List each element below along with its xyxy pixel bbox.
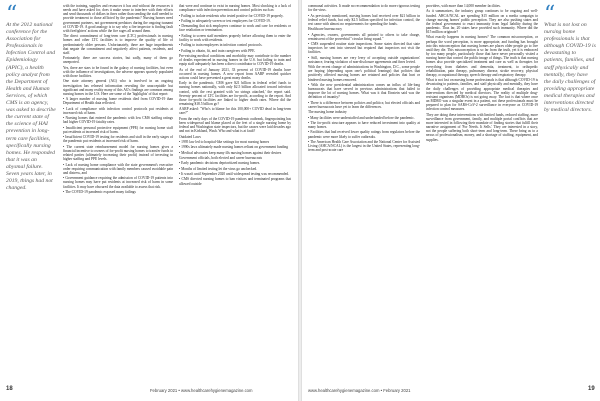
right-column-1 <box>308 4 420 382</box>
paragraph: With the recent change of administrations in Washington, D.C., some people are hoping (depending upon one's political leanings) that policies that positively affected nursing homes are retained and policies that hurt or hindered nursing homes removed. <box>308 65 420 82</box>
paragraph: • Insufficient personal protective equipment (PPE) for nursing home staff put residents at increased risk of harm. <box>63 125 173 134</box>
paragraph: • Failing to adequately screen or test employees for COVID-19. <box>179 18 271 23</box>
paragraph: • Failing to train employees in infection control protocols. <box>179 43 263 48</box>
paragraph: • Government guidance requiring the admission of COVID-19 patients into nursing homes may have put residents at increased risk of harm in some facilities. It may have obscured the data available to assess that risk. <box>63 176 173 189</box>
paragraph: One state attorney general (AG) who is involved in an ongoing investigation has released information revealing the unacceptable but significant and many reality many of this AG's findings are common among nursing homes in the U.S. Here are some of the 'highlights' of that report: <box>63 79 173 96</box>
paragraph: • Agencies, owners, governments all pointed to others to take charge, reminiscent of the proverbial "circular firing squad." <box>308 32 420 41</box>
paragraph: • 1995 law led to hospital-like settings for most nursing homes <box>179 139 270 144</box>
right-pull-quote-text: What is not lost on nursing home professionals is that although COVID-19 is devastating to patients, families, and staff physically and mentally, they have the daily challenges of providing appropriate medical therapies and interventions directed by medical directors. <box>544 22 596 114</box>
paragraph: • A larger number of nursing home residents died from COVID-19 than Department of Health data reflected. <box>63 97 173 106</box>
quote-mark-icon: “ <box>544 2 556 27</box>
left-pull-quote <box>6 2 56 192</box>
paragraph: Fortunately, there are success stories, but sadly, many of them go unreported. <box>63 56 173 65</box>
paragraph: As of the end of January 2021, 33 percent of COVID-19 deaths have occurred in nursing homes. A new report from AARP revealed quicker actions could have prevented a great many deaths. <box>179 67 291 80</box>
paragraph: • 1990s laws ultimately made nursing homes reliant on government funding <box>179 145 289 150</box>
paragraph: The nursing home industry <box>308 110 347 115</box>
right-pull-quote <box>544 2 596 114</box>
paragraph: • Facilities that had received lower quality ratings from regulators before the pandemic were more likely to suffer outbreaks. <box>308 130 420 139</box>
right-column-2 <box>426 4 538 382</box>
paragraph: What is not lost on nursing home professionals is that although COVID-19 is devastating to patients, families, and staff physically and mentally, they have the daily challenges of providing appropriate medical therapies and interventions directed by medical directors. The reality of multiple drug-resistant organisms (MDROs) is not going away. The fact is that where once an MDRO was a singular event in a patient, not these professionals must be prepared to plan for SARS-CoV-2 surveillance in everyone as COVID-19 infection control measures. <box>426 78 538 112</box>
paragraph: • As previously mentioned, nursing homes had received over $21 billion in federal relief funds, but only $2.5 billion specified for infection control, the rest came with almost no requirements for spending the funds. <box>308 13 420 26</box>
paragraph: • There is a difference between policies and politics; but elected officials and career bureaucrats have yet to learn the differences. <box>308 100 420 109</box>
right-footer: www.healthcarehygienemagazine.com • February 2021 <box>308 388 411 393</box>
paragraph: They are doing these interventions with limited funds, reduced staffing, more surveillance from government, family, and multiple portal conflicts that are more interested in following their mandate of finding stories that fulfill their narrative assignment of 'For Needs. It Sells.' They are interested in a story, not the people suffering both short-term and long-term. These bring us to a nexus of professionalism, money, and a shortage of staffing, equipment, and supplies. <box>426 112 538 142</box>
left-column-2 <box>179 4 291 382</box>
paragraph: • It wasn't until September 2020 until widespread testing was recommended. <box>179 172 289 177</box>
paragraph: What exactly happens in nursing homes? The common misconception, or perhaps the word perception, is more appropriate, and funding has brought into this misconception that nursing homes are places older people go to live until they die. This misconception is so far from the truth, yet it is embraced by too many people, particularly those that have never personally visited a nursing home that control the public image of things. The truth is that nursing homes also provide specialized treatment and care as well as therapies for everything from diabetes and dementia, treatment, to orthopedic rehabilitation, pain therapy, pulmonary disease, stroke recovery, physical therapy, occupational therapy, speech therapy and respiratory therapy. <box>426 35 538 77</box>
left-page <box>0 0 298 401</box>
paragraph: • The current state reimbursement model for nursing homes gives a financial incentive to owners of for-profit nursing homes to transfer funds to related parties (ultimately increasing their profit) instead of investing in higher staffing and PPE levels. <box>63 144 173 162</box>
paragraph: Outdated Laws <box>179 134 201 139</box>
paragraph: communal activities. It made no recommendation to do more rigorous testing for the virus. <box>308 4 420 13</box>
right-page-number: 19 <box>588 386 595 392</box>
left-pull-quote-text: At the 2012 national conference for the Association for Professionals in Infection Control and Epidemiology (APIC), a health policy analyst from the Department of Health and Human Services, of which CMS is an agency, was asked to describe the current state of the science of HAI prevention in long-term care facilities, specifically nursing homes. He responded that it was an abysmal failure. Seven years later, in 2019, things had not changed. <box>6 22 56 192</box>
quote-mark-icon: “ <box>6 2 18 27</box>
paragraph: • Medical advocates keep many ills nursing homes against their desires <box>179 150 282 155</box>
paragraph: • CMS suspended routine state inspections. Some states directed that state inspectors be sent into stressed but required that inspectors not visit the facilities. <box>308 42 420 55</box>
paragraph: • Many facilities were understaffed and underfunded before the pandemic. <box>308 115 415 120</box>
paragraph: • Failing to screen staff members properly before allowing them to enter the facility to work with residents. <box>179 33 291 42</box>
paragraph: AARP asked: "Who's to blame for this 100,000+ COVID dead in long-term care?" <box>179 107 291 116</box>
paragraph: Pre-existing medical conditions and morbidity may contribute to the number of deaths experienced in nursing homes in the U.S. but failing to train and equip staff adequately has been a direct contributor to COVID-19 deaths. <box>179 53 291 67</box>
paragraph: • Nursing homes that entered the pandemic with low CMS staffing ratings had higher COVID-19 fatality rates. <box>63 116 173 125</box>
paragraph: • Early pandemic decisions deprioritized nursing homes. <box>179 161 261 166</box>
left-column-1 <box>63 4 173 382</box>
paragraph: • Still, nursing homes are very leery of accepting outside organizations' assistance, fearing violation of non-disclosure agreements and fines levied. <box>308 55 420 64</box>
paragraph: that were and continue to exist in nursing homes. Most shocking is a lack of compliance with infection prevention and control policies such as: <box>179 4 291 13</box>
left-footer: February 2021 • www.healthcarehygienemagazine.com <box>150 388 253 393</box>
paragraph: As it summarizes, the industry group continues to be ongoing and well-funded. AHCA/NCAL are spending $15 million on a media campaign to change nursing homes' public perception. They are also pushing states and the federal government to enact immunity from legal liability during the pandemic. Thus far, 20 states have provided such immunity. Where did the $15 million originate? <box>426 9 538 35</box>
paragraph: • Failing to isolate residents who tested positive for COVID-19 properly. <box>179 13 284 18</box>
paragraph: • CMS directed nursing homes to ban visitors and terminated programs that allowed outside <box>179 177 291 186</box>
paragraph: Government officials, both elected and career bureaucrats <box>179 156 263 160</box>
left-page-number: 18 <box>6 386 13 392</box>
paragraph: Yes, there are stars to be found in the galaxy of nursing facilities, but even with the influence of investigations, the adverse appears sparsely populated with those facilities. <box>63 65 173 79</box>
paragraph: • With the new presidential administration comes an influx of life-long bureaucrats that have served in previous administrations that failed to improve the lot of nursing homes. What was it that Einstein said was the definition of insanity? <box>308 82 420 100</box>
paragraph: • The American Health Care Association and the National Center for Assisted Living (AHCA/NCAL) is the largest in the United States, representing long-term and post-acute care <box>308 139 420 153</box>
paragraph: From the early days of the COVID-19 pandemic outbreak, fingerpointing has been widespread and blame placed at the feet of a single nursing home by federal and Washington state inspectors, but the causes were laid decades ago and not in Kirkland, Wash. Who and what is at fault? <box>179 116 291 134</box>
paragraph: • Failing to obtain, fit, and train caregivers with PPE. <box>179 48 256 53</box>
paragraph: • The for-profit structure appears to have reduced investment into quality at many homes. <box>308 120 420 130</box>
paragraph: providers, with more than 14,000 member facilities. <box>426 4 501 8</box>
paragraph: Early in the pandemic, CMS gave $21 billion in federal relief funds to nursing homes nationally, with only $2.5 billion allocated toward infection control, with the rest granted with 'no strings attached,' the report said. Seventy percent of LTC facilities are for-profit, according to the report. And those for-profit facilities are linked to higher death rates. Where did the remaining $18.5 billion go? <box>179 81 291 106</box>
paragraph: • Lack of nursing home compliance with the state government's executive order requiring communication with family members caused avoidable pain and distress, and <box>63 162 173 175</box>
paragraph: • Insufficient COVID-19 testing for residents and staff in the early stages of the pandemic put residents at increased risk of harm. <box>63 135 173 144</box>
paragraph: with the training, supplies and resources it has and without the resources it needs and have asked for, does it make sense to interfere with their efforts and send thousands of dollars in fines rather than sending the staff needed to provide treatment to those afflicted by the pandemic? Nursing homes need government partners, not government predators during the ongoing tsunami of COVID-19. A good analogy is to say why a fire inspector is finding fault with firefighters' actions while the fire rages all around them. <box>63 4 173 33</box>
paragraph: The direct commitment of long-term care (LTC) professionals in nursing homes and other LTC facilities is to improve the quality of life of predominately older persons. Unfortunately, there are huge impediments that negate the commitment and negatively affect patients, residents, and staff. <box>63 34 173 55</box>
paragraph: • Lack of compliance with infection control protocols put residents at increased risk of harm. <box>63 106 173 115</box>
paragraph: • Months of limited testing let the virus go unchecked. <box>179 166 258 171</box>
paragraph: • Demanding that sick employees continue to work and care for residents or face retaliation or termination. <box>179 24 291 33</box>
paragraph: • The COVID-19 pandemic exposed many failings <box>63 189 136 194</box>
right-page <box>302 0 600 401</box>
paragraph: Healthcare bureaucracy <box>308 27 343 32</box>
